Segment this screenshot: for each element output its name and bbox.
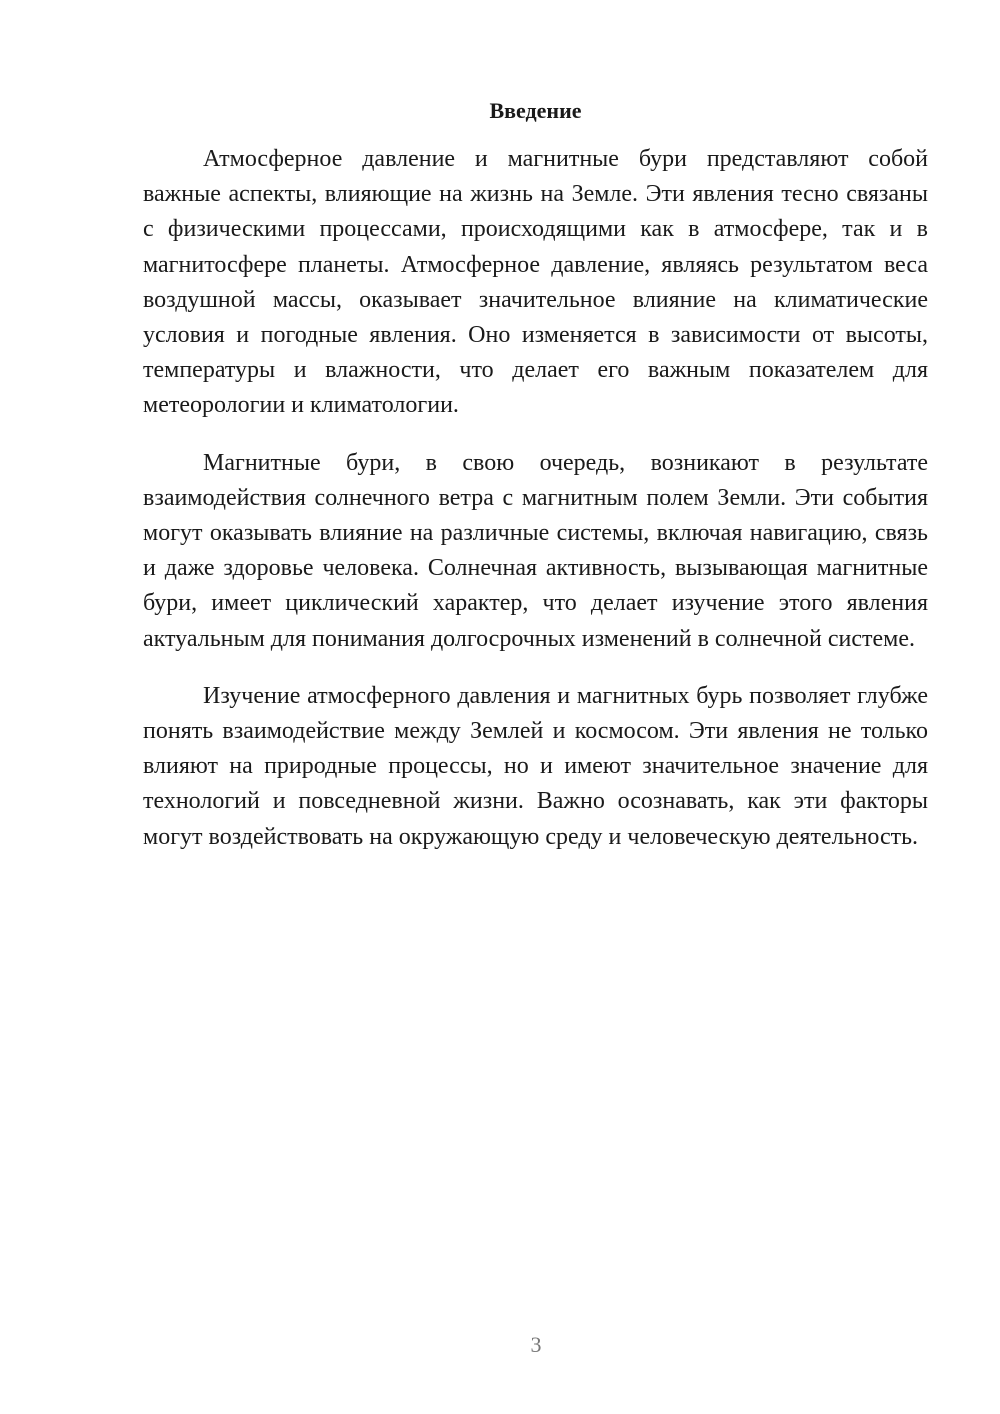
paragraph-1: Атмосферное давление и магнитные бури представляют собой важные аспекты, влияющие на жизнь на Земле. Эти явления тесно связаны с физическими процессами, происходящими как в атмосфере, так и в магнитосфере планеты. Атмосферное давление, являясь результатом веса воздушной массы, оказывает значительное влияние на климатические условия и погодные явления. Оно изменяется в зависимости от высоты, температуры и влажности, что делает его важным показателем для метеорологии и климатологии.	[143, 146, 928, 419]
document-body	[143, 142, 928, 877]
paragraph-3: Изучение атмосферного давления и магнитных бурь позволяет глубже понять взаимодействие между Землей и космосом. Эти явления не только влияют на природные процессы, но и имеют значительное значение для технологий и повседневной жизни. Важно осознавать, как эти факторы могут воздействовать на окружающую среду и человеческую деятельность.	[143, 682, 928, 850]
page-number: 3	[530, 1332, 542, 1357]
page-title: Введение	[489, 98, 582, 123]
paragraph-2: Магнитные бури, в свою очередь, возникают в результате взаимодействия солнечного ветра с магнитным полем Земли. Эти события могут оказывать влияние на различные системы, включая навигацию, связь и даже здоровье человека. Солнечная активность, вызывающая магнитные бури, имеет циклический характер, что делает изучение этого явления актуальным для понимания долгосрочных изменений в солнечной системе.	[143, 449, 928, 652]
